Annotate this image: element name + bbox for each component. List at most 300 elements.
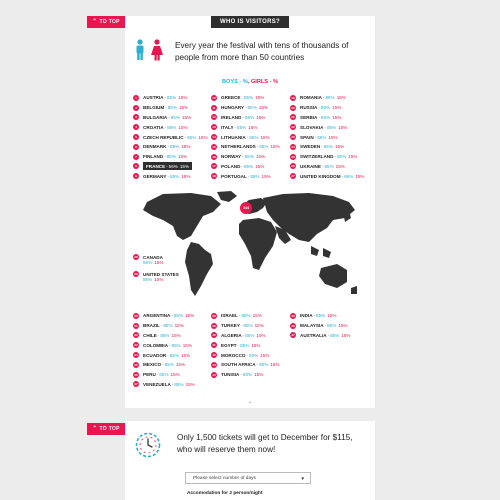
country-name: AUSTRALIA	[300, 332, 327, 338]
boys-percent: 85%	[159, 372, 169, 378]
country-row	[290, 311, 350, 321]
dash-separator: -	[164, 154, 166, 160]
girls-percent: 15%	[254, 323, 264, 329]
boys-percent: 85%	[316, 313, 326, 319]
country-number-badge: 18	[212, 174, 216, 179]
boys-percent: 85%	[250, 173, 260, 179]
country-name: COLOMBIA	[143, 342, 169, 348]
boys-percent: 85%	[330, 332, 340, 338]
boys-percent: 85%	[243, 163, 254, 169]
country-name: TUNISIA	[221, 372, 240, 378]
country-number-badge: 44	[212, 372, 216, 377]
girls-percent: 15%	[254, 372, 264, 378]
country-number-badge: 40	[212, 333, 216, 338]
country-row	[133, 321, 195, 331]
boys-percent: 85%	[242, 372, 253, 378]
dash-separator: -	[171, 313, 173, 319]
country-number-badge: 32	[134, 333, 138, 338]
girls-percent: 15%	[182, 342, 192, 348]
country-name: PERU	[143, 372, 156, 378]
dash-separator: -	[241, 95, 243, 101]
dash-separator: -	[167, 173, 170, 179]
dash-separator: -	[240, 372, 242, 378]
boys-percent: 85%	[237, 124, 247, 130]
chevron-up-icon-2: ⌃	[92, 426, 98, 432]
country-number-badge: 35	[134, 362, 138, 367]
country-name: ITALY	[221, 124, 234, 130]
boys-percent: 85%	[249, 352, 259, 358]
girls-percent: 15%	[255, 154, 266, 160]
dash-separator: -	[171, 381, 174, 387]
boy-girl-icon	[132, 39, 166, 61]
country-name: MEXICO	[143, 362, 162, 368]
girls-percent: 15%	[270, 144, 280, 150]
boys-percent: 85%	[166, 95, 177, 101]
country-row	[290, 103, 365, 113]
collapse-chevron-icon[interactable]: ⌃	[247, 402, 253, 408]
dash-separator: -	[242, 154, 244, 160]
boys-percent: 85%	[167, 124, 177, 130]
girls-percent: 15%	[338, 323, 348, 329]
country-number-badge: 23	[291, 135, 295, 140]
country-number-badge: 30	[134, 313, 138, 318]
map-marker[interactable]: 344	[240, 202, 252, 214]
country-row	[211, 311, 279, 321]
girls-percent: 15%	[198, 134, 208, 140]
country-number-badge: 5	[133, 134, 139, 140]
boys-percent: 85%	[244, 154, 254, 160]
boys-percent: 56%	[168, 163, 178, 169]
boys-percent: 85%	[174, 381, 184, 387]
country-name: ECUADOR	[143, 352, 167, 358]
girls-percent: 15%	[180, 352, 191, 358]
country-number-badge: 13	[212, 125, 216, 130]
boys-percent: 85%	[243, 323, 253, 329]
country-number-badge: 39	[212, 323, 216, 328]
country-number-badge: 31	[134, 323, 138, 328]
dash-separator: -	[341, 173, 344, 179]
country-column-5	[211, 311, 279, 380]
boys-percent: 85%	[167, 105, 177, 111]
girls-percent: 15%	[255, 163, 265, 169]
days-select-value: Please select number of days	[193, 475, 256, 481]
country-name: CANADA	[143, 254, 163, 260]
country-row	[211, 331, 279, 341]
country-name: CROATIA	[143, 124, 164, 130]
girls-percent: 15%	[248, 124, 258, 130]
country-row	[133, 360, 195, 370]
girls-percent: 15%	[174, 323, 184, 329]
section-title: WHO IS VISITORS?	[211, 16, 289, 28]
country-name: RUSSIA	[300, 105, 318, 111]
girls-percent: 15%	[335, 163, 345, 169]
dash-separator: -	[324, 323, 327, 329]
country-name: NORWAY	[221, 154, 242, 160]
boys-percent: 85%	[259, 144, 269, 150]
boys-percent: 85%	[317, 134, 327, 140]
country-name: LITHUANIA	[221, 134, 246, 140]
dash-separator: -	[327, 332, 330, 338]
country-number-badge: 12	[212, 115, 216, 120]
country-highlight	[143, 162, 192, 170]
dash-separator: -	[313, 313, 316, 319]
boys-percent: 85%	[241, 313, 251, 319]
boys-percent: 85%	[170, 114, 180, 120]
country-column-3	[290, 93, 365, 181]
country-row	[290, 331, 350, 341]
country-row	[133, 370, 195, 380]
country-number-badge: 25	[291, 154, 295, 159]
boys-percent: 85%	[244, 114, 255, 120]
boys-percent: 85%	[187, 134, 197, 140]
girls-percent: 15%	[341, 332, 351, 338]
boys-percent: 85%	[320, 105, 331, 111]
days-select[interactable]	[185, 472, 311, 484]
dash-separator: -	[321, 144, 323, 150]
boys-percent: 85%	[336, 154, 347, 160]
girls-percent: 15%	[154, 277, 164, 282]
dash-separator: -	[246, 352, 249, 358]
country-number-badge: 42	[212, 353, 216, 358]
girls-percent: 15%	[256, 114, 266, 120]
country-name: TURKEY	[221, 323, 240, 329]
girls-percent: 15%	[260, 134, 270, 140]
country-row	[133, 142, 208, 152]
country-name: FRANCE	[146, 163, 166, 169]
girls-percent: 15%	[181, 173, 191, 179]
country-row	[133, 331, 195, 341]
country-row	[290, 122, 365, 132]
dash-separator: -	[164, 124, 167, 130]
side-country-canada	[133, 254, 163, 265]
country-row	[211, 122, 280, 132]
girls-percent: 15%	[181, 114, 192, 120]
side-country-percent-row	[143, 260, 163, 265]
girls-percent: 15%	[178, 95, 188, 101]
girls-percent: 15%	[332, 105, 342, 111]
girls-header: GIRLS - %	[250, 79, 278, 85]
dash-separator: -	[166, 163, 168, 169]
dash-separator: -	[242, 332, 245, 338]
country-row	[211, 162, 280, 172]
boys-percent: 85%	[247, 105, 257, 111]
dash-separator: -	[321, 163, 324, 169]
dash-separator: -	[237, 342, 240, 348]
country-name: SPAIN	[300, 134, 314, 140]
country-number-badge: 15	[212, 144, 216, 149]
country-number-badge: 19	[291, 95, 295, 100]
country-name: CHILE	[143, 332, 157, 338]
country-number-badge: 41	[212, 343, 216, 348]
country-column-2	[211, 93, 280, 181]
dash-separator: -	[234, 124, 237, 130]
country-row	[211, 340, 279, 350]
dash-separator: -	[238, 313, 241, 319]
dash-separator: -	[162, 362, 164, 368]
dash-separator: -	[256, 362, 259, 368]
accommodation-label: Accomodation for 2 person/night	[187, 491, 263, 496]
country-row	[211, 370, 279, 380]
girls-percent: 15%	[178, 124, 188, 130]
boys-percent: 85%	[326, 124, 337, 130]
country-row	[133, 380, 195, 390]
boys-percent: 85%	[325, 95, 335, 101]
boys-percent: 85%	[245, 332, 255, 338]
country-row	[290, 152, 365, 162]
dash-separator: -	[246, 134, 249, 140]
dash-separator: -	[322, 95, 325, 101]
country-number-badge: 7	[133, 154, 139, 160]
to-top-label: TO TOP	[99, 19, 120, 25]
country-number-badge: 24	[291, 144, 295, 149]
dash-separator: -	[318, 114, 320, 120]
country-column-4	[133, 311, 195, 389]
country-row	[211, 132, 280, 142]
dash-separator: -	[184, 134, 187, 140]
country-number-badge: 3	[133, 114, 139, 120]
dash-separator: -	[240, 323, 243, 329]
side-country-percent-row	[143, 277, 179, 282]
girls-percent: 15%	[332, 114, 342, 120]
country-row	[133, 93, 208, 103]
country-number-badge: 26	[291, 164, 295, 169]
country-row	[133, 122, 208, 132]
girls-percent: 15%	[334, 144, 345, 150]
girls-percent: 15%	[338, 124, 348, 130]
country-name: SLOVAKIA	[300, 124, 324, 130]
country-row	[290, 142, 365, 152]
side-country-united-states	[133, 271, 179, 282]
country-row	[290, 321, 350, 331]
country-row	[133, 162, 208, 172]
country-row	[211, 171, 280, 181]
dash-separator: -	[165, 105, 167, 111]
dash-separator: -	[242, 114, 244, 120]
boys-percent: 85%	[320, 114, 331, 120]
country-row	[290, 171, 365, 181]
country-name: ROMANIA	[300, 95, 322, 101]
country-name: DENMARK	[143, 144, 167, 150]
country-row	[211, 103, 280, 113]
dash-separator: -	[164, 95, 166, 101]
country-number-badge: 36	[134, 372, 138, 377]
country-number-badge: 2	[133, 105, 139, 111]
country-row	[133, 311, 195, 321]
country-name: NETHERLANDS	[221, 144, 256, 150]
girls-percent: 15%	[255, 95, 265, 101]
country-name: FINLAND	[143, 154, 164, 160]
boys-percent: 85%	[166, 154, 176, 160]
girls-percent: 15%	[170, 372, 180, 378]
dropdown-arrow-icon: ▼	[300, 476, 305, 481]
country-name: UKRAINE	[300, 163, 321, 169]
dash-separator: -	[324, 124, 326, 130]
girls-percent: 15%	[252, 313, 262, 319]
country-number-badge: 10	[212, 95, 216, 100]
boys-percent: 85%	[164, 362, 174, 368]
country-row	[211, 142, 280, 152]
dash-separator: -	[245, 105, 247, 111]
to-top-button[interactable]	[87, 16, 125, 28]
country-number-badge: 1	[133, 95, 139, 101]
dash-separator: -	[241, 163, 243, 169]
country-name: VENEZUELA	[143, 381, 171, 387]
boys-percent: 85%	[143, 260, 153, 265]
country-number-badge: 6	[133, 144, 139, 150]
country-row	[211, 113, 280, 123]
to-top-label-2: TO TOP	[99, 426, 120, 432]
country-name: CZECH REPUBLIC	[143, 134, 184, 140]
boys-percent: 85%	[170, 173, 180, 179]
boys-percent: 85%	[163, 323, 173, 329]
dash-separator: -	[169, 342, 171, 348]
country-number-badge: 34	[134, 353, 138, 358]
country-row	[133, 152, 208, 162]
country-name: MOROCCO	[221, 352, 246, 358]
country-number-badge: 17	[212, 164, 216, 169]
girls-percent: 15%	[260, 352, 270, 358]
girls-percent: 15%	[336, 95, 346, 101]
girls-percent: 15%	[179, 163, 190, 169]
dash-separator: -	[167, 352, 169, 358]
country-number-badge: 16	[212, 154, 216, 159]
dash-separator: -	[167, 144, 170, 150]
country-name: HUNGARY	[221, 105, 245, 111]
country-row	[133, 113, 208, 123]
country-number-badge: 33	[134, 343, 138, 348]
girls-percent: 15%	[185, 313, 195, 319]
country-column-6	[290, 311, 350, 340]
girls-percent: 15%	[355, 173, 365, 179]
country-name: SERBIA	[300, 114, 318, 120]
dash-separator: -	[168, 114, 170, 120]
girls-percent: 15%	[178, 105, 189, 111]
country-name: MALAYSIA	[300, 323, 324, 329]
dash-separator: -	[160, 323, 163, 329]
country-name: SWITZERLAND	[300, 154, 334, 160]
girls-percent: 15%	[181, 144, 191, 150]
country-number-badge: 46	[291, 323, 295, 328]
country-number-badge: 47	[291, 333, 295, 338]
dash-separator: -	[314, 134, 317, 140]
country-name: SWEDEN	[300, 144, 321, 150]
to-top-button-2[interactable]	[87, 423, 125, 435]
country-number-badge: 37	[134, 382, 138, 387]
country-name: ALGERIA	[221, 332, 242, 338]
girls-percent: 15%	[175, 362, 186, 368]
boys-percent: 85%	[324, 163, 334, 169]
country-name: SOUTH AFRICA	[221, 362, 256, 368]
country-number-badge: 9	[133, 173, 139, 179]
country-name: IRELAND	[221, 114, 242, 120]
country-number-badge: 8	[133, 163, 139, 169]
country-name: UNITED STATES	[143, 271, 179, 277]
country-row	[211, 360, 279, 370]
tickets-text: Only 1,500 tickets will get to December for $115, who will reserve them now!	[177, 433, 353, 454]
girls-percent: 15%	[348, 154, 358, 160]
boys-percent: 85%	[323, 144, 333, 150]
country-name: BULGARIA	[143, 114, 168, 120]
country-row	[133, 340, 195, 350]
intro-text: Every year the festival with tens of thousands of people from more than 50 countries	[175, 41, 349, 62]
girls-percent: 15%	[154, 260, 164, 265]
girls-percent: 15%	[177, 154, 188, 160]
country-row	[290, 113, 365, 123]
country-row	[290, 93, 365, 103]
country-name: GERMANY	[143, 173, 167, 179]
country-number-badge: 4	[133, 124, 139, 130]
calendar-icon	[135, 432, 161, 458]
country-number-badge: 45	[291, 313, 295, 318]
country-number-badge: 11	[212, 105, 216, 110]
girls-percent: 15%	[328, 134, 338, 140]
country-row	[133, 132, 208, 142]
boys-percent: 85%	[143, 277, 153, 282]
country-name: AUSTRIA	[143, 95, 164, 101]
country-number-badge: 20	[291, 105, 295, 110]
boys-percent: 85%	[240, 342, 250, 348]
country-row	[133, 103, 208, 113]
country-number-badge: 43	[212, 362, 216, 367]
dash-separator: -	[156, 372, 159, 378]
stats-header	[0, 79, 500, 85]
country-number-badge: 28	[134, 255, 138, 259]
country-number-badge: 22	[291, 125, 295, 130]
country-name: UNITED KINGDOM	[300, 173, 341, 179]
dash-separator: -	[256, 144, 259, 150]
dash-separator: -	[334, 154, 336, 160]
country-name: GREECE	[221, 95, 241, 101]
girls-percent: 15%	[256, 332, 266, 338]
country-name: POLAND	[221, 163, 241, 169]
girls-percent: 15%	[270, 362, 280, 368]
country-name: BRAZIL	[143, 323, 160, 329]
country-row	[211, 321, 279, 331]
country-name: INDIA	[300, 313, 313, 319]
country-row	[211, 152, 280, 162]
girls-percent: 15%	[185, 381, 195, 387]
girls-percent: 15%	[327, 313, 337, 319]
dash-separator: -	[247, 173, 250, 179]
boys-percent: 85%	[170, 144, 180, 150]
country-name: ARGENTINA	[143, 313, 171, 319]
boys-percent: 85%	[169, 352, 179, 358]
country-number-badge: 27	[291, 174, 295, 179]
country-row	[211, 93, 280, 103]
country-row	[290, 162, 365, 172]
dash-separator: -	[318, 105, 320, 111]
chevron-up-icon: ⌃	[92, 19, 98, 25]
country-column-1	[133, 93, 208, 181]
country-name: PORTUGAL	[221, 173, 247, 179]
dash-separator: -	[157, 332, 160, 338]
header-separator: ,	[247, 79, 250, 85]
country-name: EGYPT	[221, 342, 237, 348]
boys-percent: 85%	[259, 362, 269, 368]
girls-percent: 15%	[258, 105, 268, 111]
country-number-badge: 29	[134, 272, 138, 276]
boys-percent: 85%	[171, 342, 181, 348]
boys-percent: 85%	[160, 332, 170, 338]
boys-percent: 85%	[344, 173, 354, 179]
country-name: BELGIUM	[143, 105, 165, 111]
country-row	[133, 171, 208, 181]
girls-percent: 15%	[261, 173, 271, 179]
country-row	[211, 350, 279, 360]
country-name: ISRAEL	[221, 313, 238, 319]
boys-percent: 85%	[327, 323, 337, 329]
country-row	[133, 350, 195, 360]
